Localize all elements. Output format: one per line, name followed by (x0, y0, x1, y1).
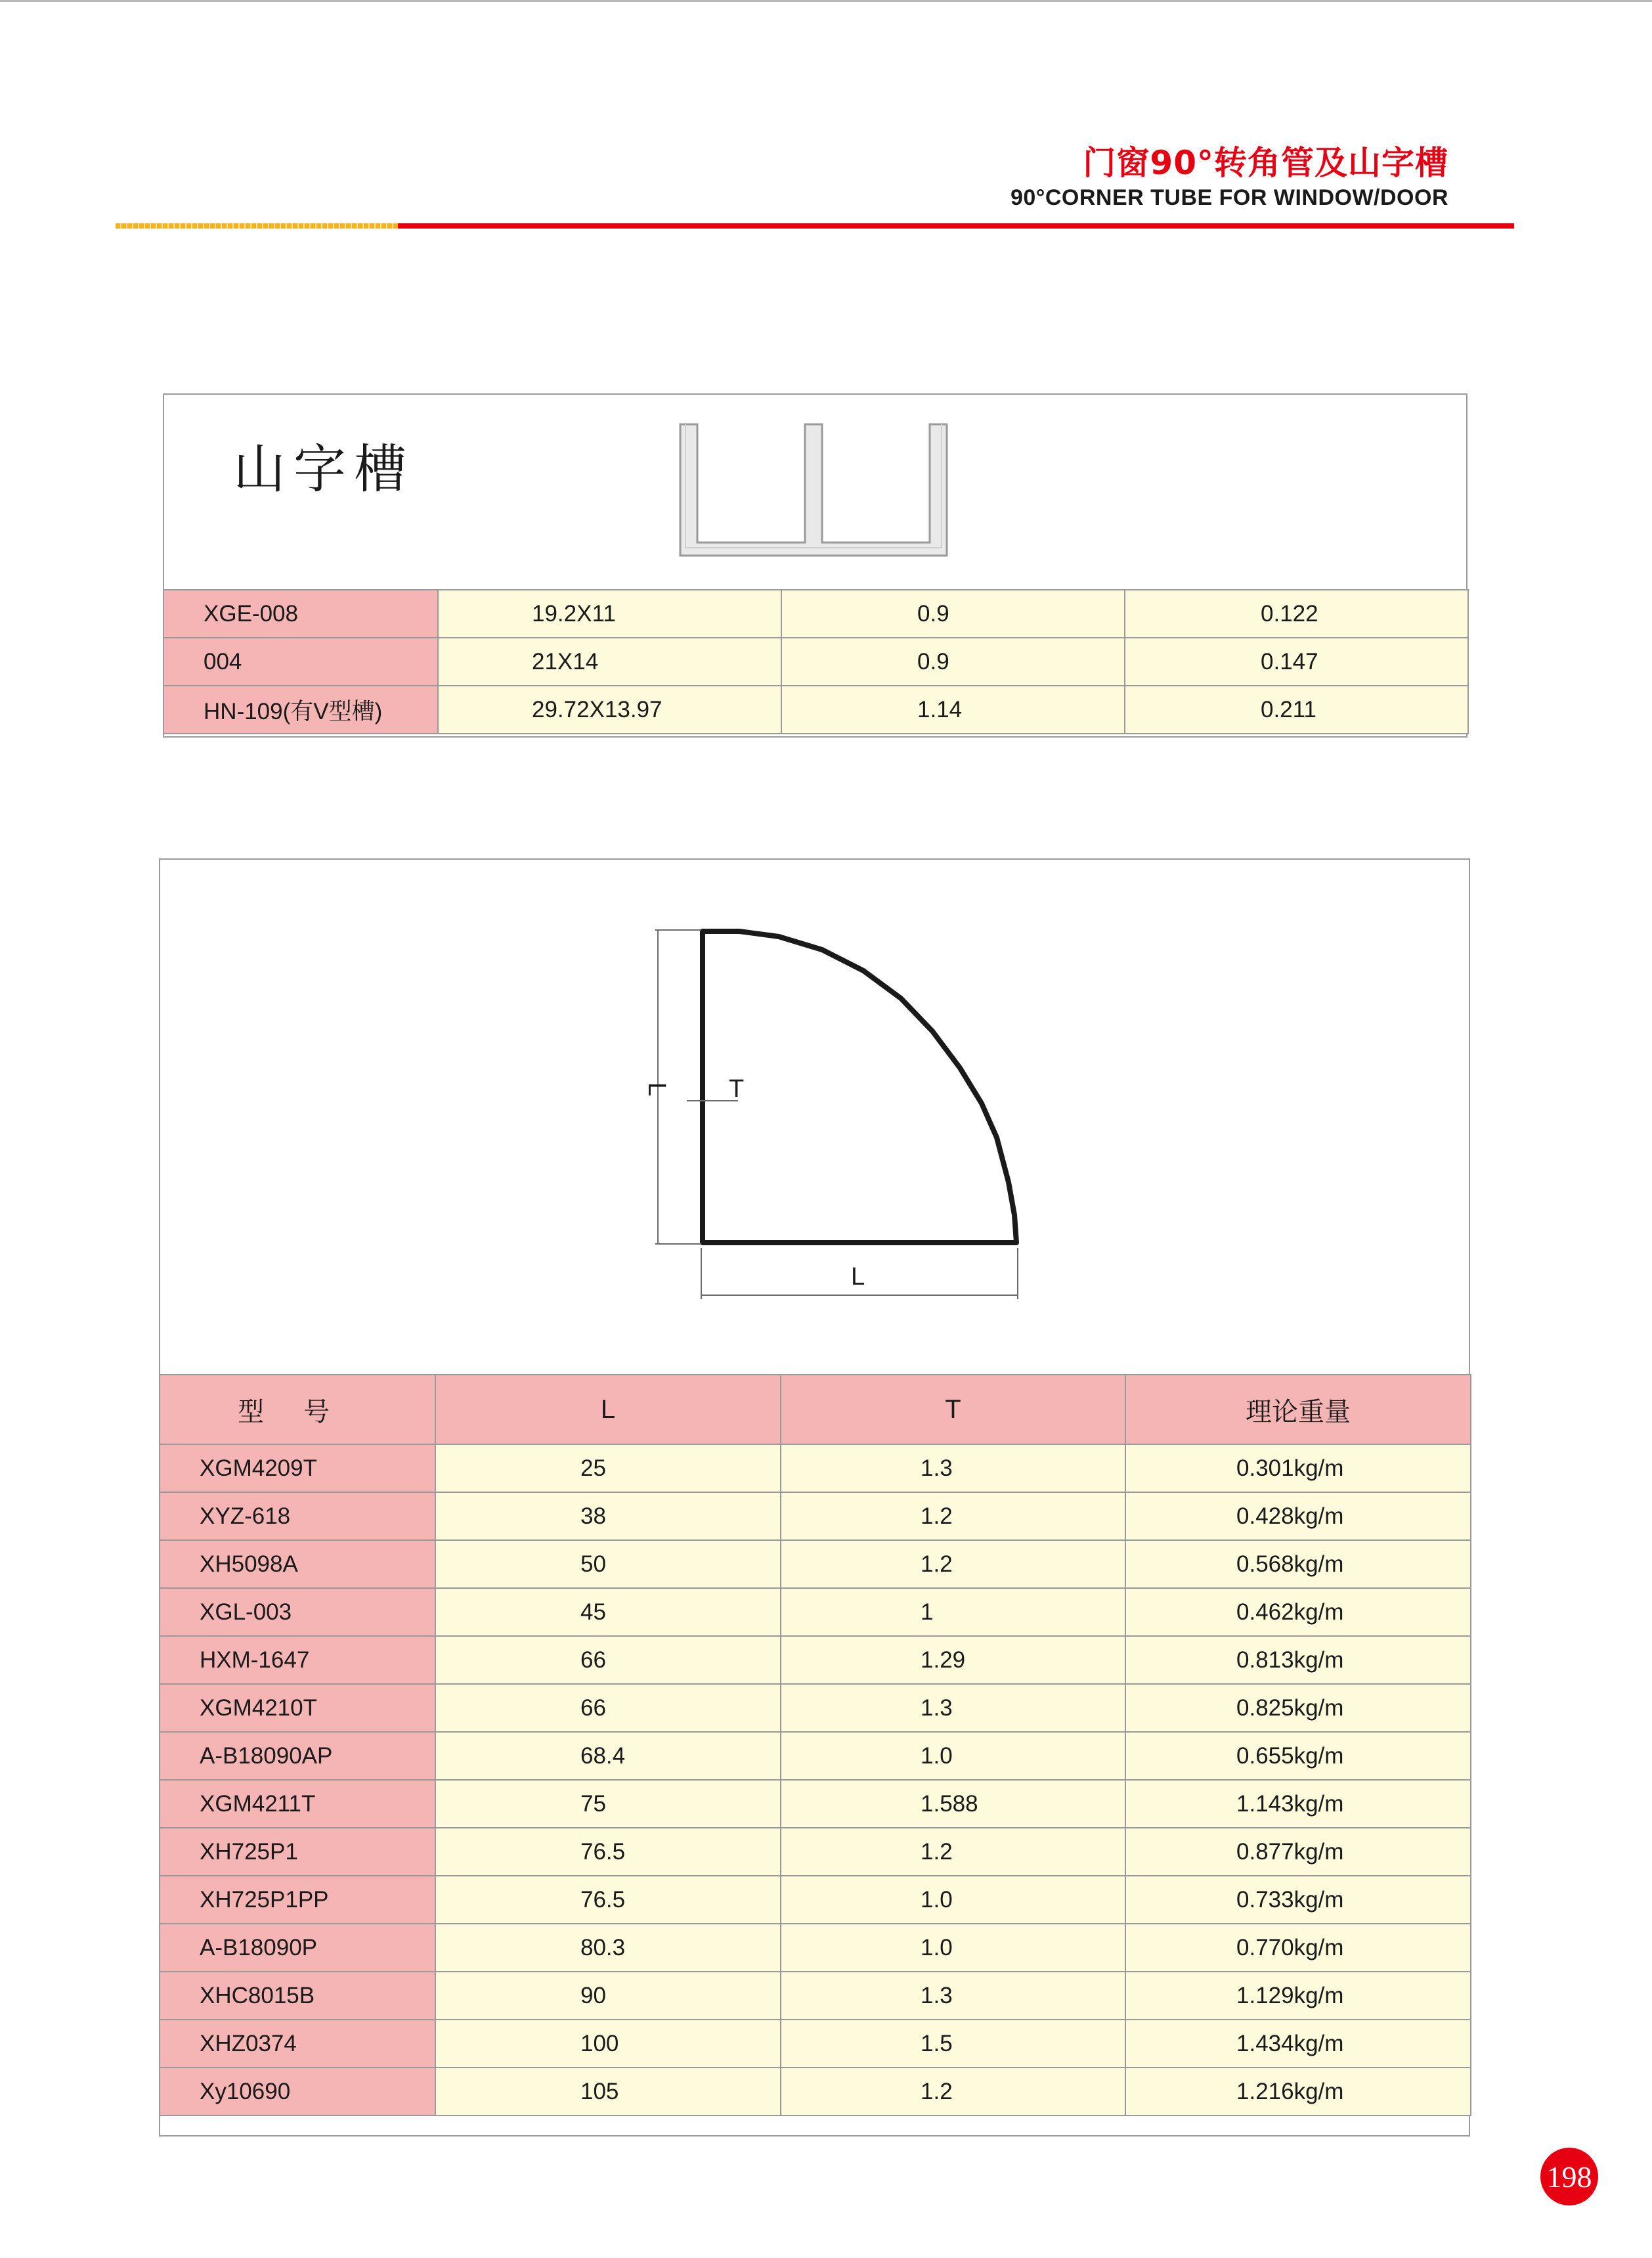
cell-weight: 0.770kg/m (1125, 1924, 1471, 1972)
cell-l: 100 (435, 2020, 781, 2068)
cell-model: XGM4211T (160, 1780, 435, 1828)
header-weight: 理论重量 (1125, 1375, 1471, 1444)
cell-l: 75 (435, 1780, 781, 1828)
top-rule (0, 0, 1652, 2)
cell-t: 1.2 (781, 1492, 1125, 1540)
cell-l: 80.3 (435, 1924, 781, 1972)
page-title-en: 90°CORNER TUBE FOR WINDOW/DOOR (1010, 185, 1448, 210)
cell-t: 1.0 (781, 1732, 1125, 1780)
cell-weight: 1.129kg/m (1125, 1972, 1471, 2020)
cell-l: 76.5 (435, 1828, 781, 1876)
cell-size: 29.72X13.97 (438, 686, 781, 734)
table-row (160, 1636, 1471, 1684)
cell-weight: 0.211 (1125, 686, 1468, 734)
cell-t: 1 (781, 1588, 1125, 1636)
cell-model: XHC8015B (160, 1972, 435, 2020)
cell-weight: 0.813kg/m (1125, 1636, 1471, 1684)
cell-t: 1.3 (781, 1972, 1125, 2020)
table-row (163, 638, 1468, 686)
cell-l: 76.5 (435, 1876, 781, 1924)
table-row (160, 1684, 1471, 1732)
cell-size: 21X14 (438, 638, 781, 686)
section1-title: 山字槽 (233, 439, 414, 500)
header-t: T (781, 1375, 1125, 1444)
section1-table (163, 589, 1469, 734)
table-row (160, 1924, 1471, 1972)
header-model: 型号 (160, 1375, 435, 1444)
corner-tube-diagram (617, 906, 1077, 1327)
cell-size: 19.2X11 (438, 590, 781, 638)
header-rule-red (398, 223, 1514, 229)
table-row (160, 1780, 1471, 1828)
cell-l: 45 (435, 1588, 781, 1636)
cell-t: 1.29 (781, 1636, 1125, 1684)
cell-l: 90 (435, 1972, 781, 2020)
page-title-cn: 门窗90°转角管及山字槽 (1083, 144, 1448, 182)
cell-t: 1.2 (781, 2068, 1125, 2115)
header-l: L (435, 1375, 781, 1444)
cell-t: 1.5 (781, 2020, 1125, 2068)
table-row (160, 1492, 1471, 1540)
cell-weight: 0.568kg/m (1125, 1540, 1471, 1588)
corner-tube-outline (703, 931, 1016, 1243)
cell-model: XH725P1 (160, 1828, 435, 1876)
cell-weight: 1.216kg/m (1125, 2068, 1471, 2115)
cell-t: 1.2 (781, 1828, 1125, 1876)
cell-model: A-B18090AP (160, 1732, 435, 1780)
table-row (160, 1540, 1471, 1588)
cell-model: XYZ-618 (160, 1492, 435, 1540)
cell-weight: 0.428kg/m (1125, 1492, 1471, 1540)
page-number-badge: 198 (1540, 2148, 1598, 2205)
table-header-row (160, 1375, 1471, 1444)
cell-l: 105 (435, 2068, 781, 2115)
cell-l: 68.4 (435, 1732, 781, 1780)
cell-l: 38 (435, 1492, 781, 1540)
diagram-label-l-horizontal: L (851, 1263, 865, 1291)
cell-model: XH5098A (160, 1540, 435, 1588)
cell-weight: 0.122 (1125, 590, 1468, 638)
section2-table (159, 1374, 1471, 2116)
cell-model: XGE-008 (163, 590, 438, 638)
cell-model: XGM4210T (160, 1684, 435, 1732)
header-rule-yellow (116, 223, 398, 229)
cell-weight: 1.143kg/m (1125, 1780, 1471, 1828)
triple-channel-profile-icon (676, 420, 952, 558)
diagram-label-t: T (729, 1075, 745, 1103)
cell-weight: 1.434kg/m (1125, 2020, 1471, 2068)
cell-thickness: 0.9 (781, 638, 1125, 686)
cell-weight: 0.733kg/m (1125, 1876, 1471, 1924)
cell-t: 1.3 (781, 1444, 1125, 1492)
table-row (160, 1876, 1471, 1924)
table-row (160, 1828, 1471, 1876)
cell-weight: 0.825kg/m (1125, 1684, 1471, 1732)
cell-model: XH725P1PP (160, 1876, 435, 1924)
cell-model: A-B18090P (160, 1924, 435, 1972)
table-row (160, 1732, 1471, 1780)
cell-model: XGL-003 (160, 1588, 435, 1636)
table-row (160, 2068, 1471, 2115)
cell-t: 1.588 (781, 1780, 1125, 1828)
cell-t: 1.2 (781, 1540, 1125, 1588)
cell-weight: 0.147 (1125, 638, 1468, 686)
table-row (160, 1588, 1471, 1636)
table-row (160, 2020, 1471, 2068)
diagram-label-l-vertical: L (643, 1082, 670, 1097)
cell-model: 004 (163, 638, 438, 686)
cell-model: XGM4209T (160, 1444, 435, 1492)
cell-weight: 0.655kg/m (1125, 1732, 1471, 1780)
table-row (163, 686, 1468, 734)
cell-weight: 0.301kg/m (1125, 1444, 1471, 1492)
cell-t: 1.0 (781, 1876, 1125, 1924)
cell-t: 1.3 (781, 1684, 1125, 1732)
cell-l: 25 (435, 1444, 781, 1492)
cell-model: Xy10690 (160, 2068, 435, 2115)
cell-l: 66 (435, 1636, 781, 1684)
cell-thickness: 1.14 (781, 686, 1125, 734)
cell-model: HN-109(有V型槽) (163, 686, 438, 734)
cell-weight: 0.462kg/m (1125, 1588, 1471, 1636)
cell-l: 66 (435, 1684, 781, 1732)
cell-model: HXM-1647 (160, 1636, 435, 1684)
table-row (163, 590, 1468, 638)
cell-t: 1.0 (781, 1924, 1125, 1972)
table-row (160, 1972, 1471, 2020)
cell-l: 50 (435, 1540, 781, 1588)
table-row (160, 1444, 1471, 1492)
cell-weight: 0.877kg/m (1125, 1828, 1471, 1876)
cell-model: XHZ0374 (160, 2020, 435, 2068)
cell-thickness: 0.9 (781, 590, 1125, 638)
